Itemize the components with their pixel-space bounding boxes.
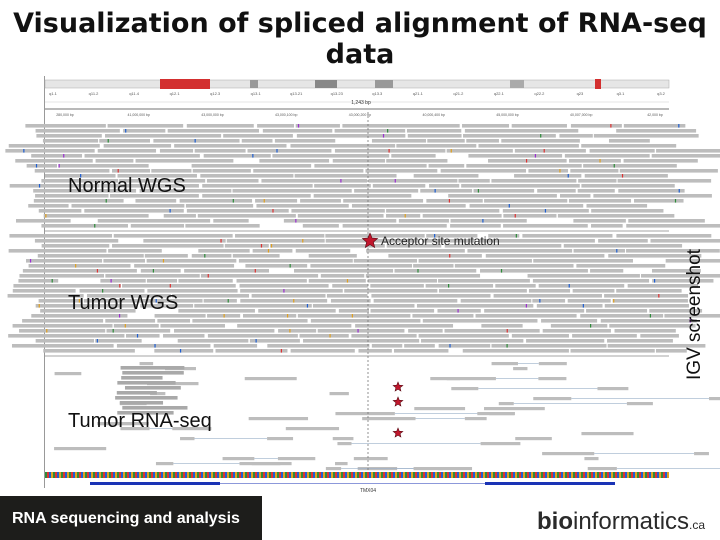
ideogram-band-label: q12.1 [169, 91, 180, 96]
ideogram-band-label: q13.3 [372, 91, 383, 96]
mutation-star-icon [393, 397, 403, 406]
ruler-tick-label: 43,000,000 bp [201, 113, 224, 117]
ruler-tick-label: 43,000,200 bp [348, 113, 372, 117]
footer-course-label: RNA sequencing and analysis [12, 510, 240, 527]
mutation-annotation: Acceptor site mutation [381, 234, 500, 248]
ideogram-band-label: q23 [576, 91, 584, 96]
slide-title: Visualization of spliced alignment of RNA-seq data [13, 8, 707, 70]
ideogram-band-label: q11.4 [129, 91, 139, 96]
track-label-normal-wgs: Normal WGS [68, 175, 186, 197]
ruler-tick-label: 45,000,000 bp [496, 113, 519, 117]
track-label-tumor-wgs: Tumor WGS [68, 292, 179, 314]
track-label-tumor-rnaseq: Tumor RNA-seq [68, 410, 212, 432]
ruler-tick-label: 40,000,400 bp [422, 113, 445, 117]
locus-span-label: 1,243 bp [351, 100, 371, 106]
ruler-tick-label: 42,000 bp [647, 113, 663, 117]
ideogram-band-label: q13.21 [290, 91, 303, 96]
ideogram-band-label: q3.1 [616, 91, 625, 96]
ideogram-band-label: q13.23 [330, 91, 343, 96]
mutation-star-icon [362, 233, 377, 248]
ideogram-band-label: q21.1 [412, 91, 423, 96]
ruler-tick-label: 41,000,000 bp [127, 113, 150, 117]
ruler-tick-label: 280,000 bp [56, 113, 74, 117]
ideogram-band-label: q1.1 [49, 91, 57, 96]
mutation-star-icon [393, 428, 403, 437]
ideogram-band-label: q12.3 [210, 91, 221, 96]
ruler-tick-label: 43,000,100 bp [275, 113, 298, 117]
ideogram-band-label: q22.2 [534, 91, 545, 96]
igv-side-label: IGV screenshot [684, 249, 705, 380]
ideogram-band-label: q22.1 [493, 91, 504, 96]
gene-label: TMX04 [359, 488, 377, 494]
brand-logo: bioinformatics.ca [537, 508, 706, 535]
ruler-tick-label: 40,007,000 bp [570, 113, 593, 117]
ideogram-band-label: q11.2 [88, 91, 99, 96]
ideogram-band-label: q21.2 [453, 91, 464, 96]
ideogram-band-label: q3.2 [657, 91, 665, 96]
mutation-star-icon [393, 382, 403, 391]
ideogram-band-label: q13.1 [250, 91, 261, 96]
